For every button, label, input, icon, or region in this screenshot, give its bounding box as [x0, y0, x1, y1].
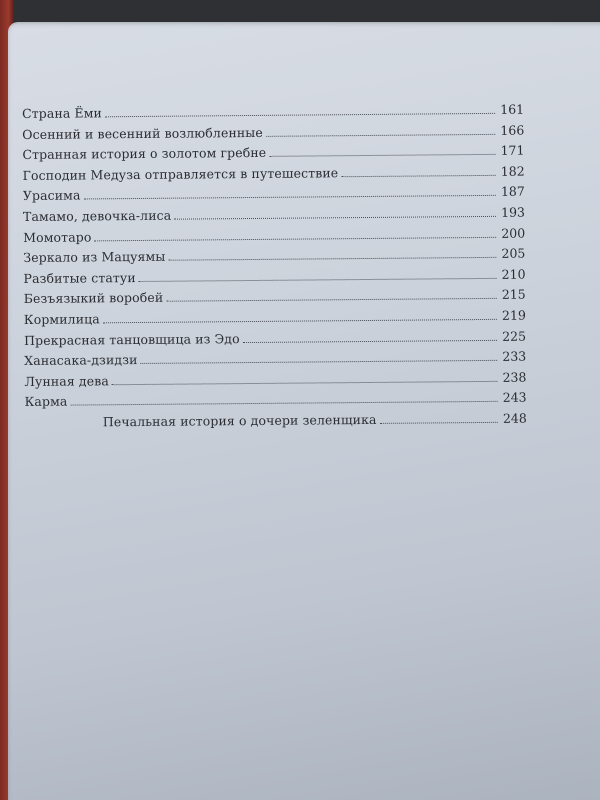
- toc-dot-leader: [174, 216, 496, 220]
- toc-entry-page: 225: [502, 328, 527, 344]
- toc-dot-leader: [168, 257, 496, 261]
- toc-entry-title: Лунная дева: [24, 372, 109, 389]
- toc-entry-title: Ханасака-дзидзи: [24, 352, 138, 369]
- toc-dot-leader: [94, 236, 496, 241]
- toc-entry-page: 187: [500, 183, 525, 200]
- toc-dot-leader: [380, 422, 498, 424]
- toc-entry-title: Карма: [24, 393, 68, 410]
- toc-entry-page: 161: [500, 101, 525, 117]
- toc-entry-page: 215: [501, 286, 526, 303]
- toc-entry-page: 233: [502, 348, 527, 364]
- toc-dot-leader: [139, 278, 497, 282]
- toc-entry-title: Страна Ёми: [22, 105, 103, 121]
- toc-entry-page: 193: [501, 204, 526, 220]
- toc-dot-leader: [166, 298, 496, 302]
- toc-dot-leader: [269, 154, 495, 157]
- toc-entry-page: 200: [501, 225, 526, 241]
- table-of-contents: [22, 100, 527, 434]
- toc-entry-page: 219: [501, 307, 526, 323]
- toc-dot-leader: [341, 175, 495, 177]
- toc-dot-leader: [105, 113, 495, 117]
- toc-dot-leader: [112, 381, 498, 385]
- toc-entry-title: Странная история о золотом гребне: [22, 145, 267, 163]
- toc-entry-title: Момотаро: [23, 228, 92, 245]
- toc-entry-page: 182: [500, 163, 525, 179]
- toc-entry-title: Прекрасная танцовщица из Эдо: [23, 330, 240, 348]
- toc-entry-title: Урасима: [22, 187, 81, 204]
- toc-dot-leader: [266, 133, 495, 136]
- toc-entry-title: Зеркало из Мацуямы: [23, 248, 166, 266]
- toc-entry-page: 205: [501, 245, 526, 261]
- toc-dot-leader: [141, 360, 498, 364]
- toc-entry-title: Печальная история о дочери зеленщика: [102, 411, 377, 430]
- toc-entry-title: Господин Медуза отправляется в путешествие: [22, 165, 339, 183]
- toc-entry-title: Тамамо, девочка-лиса: [22, 207, 172, 224]
- toc-entry-title: Разбитые статуи: [23, 269, 136, 286]
- toc-entry-page: 166: [500, 122, 525, 138]
- toc-entry-page: 171: [500, 142, 525, 159]
- toc-dot-leader: [70, 401, 497, 406]
- toc-entry-page: 243: [502, 389, 527, 406]
- toc-entry-page: 248: [502, 410, 527, 426]
- toc-entry-title: Безъязыкий воробей: [23, 290, 164, 307]
- toc-entry-page: 238: [502, 369, 527, 385]
- toc-entry-page: 210: [501, 266, 526, 282]
- toc-entry-title: Осенний и весенний возлюбленные: [22, 124, 263, 142]
- toc-dot-leader: [84, 195, 496, 200]
- toc-dot-leader: [103, 319, 497, 323]
- toc-entry: [25, 409, 527, 434]
- toc-dot-leader: [243, 339, 497, 342]
- toc-entry-title: Кормилица: [23, 311, 100, 327]
